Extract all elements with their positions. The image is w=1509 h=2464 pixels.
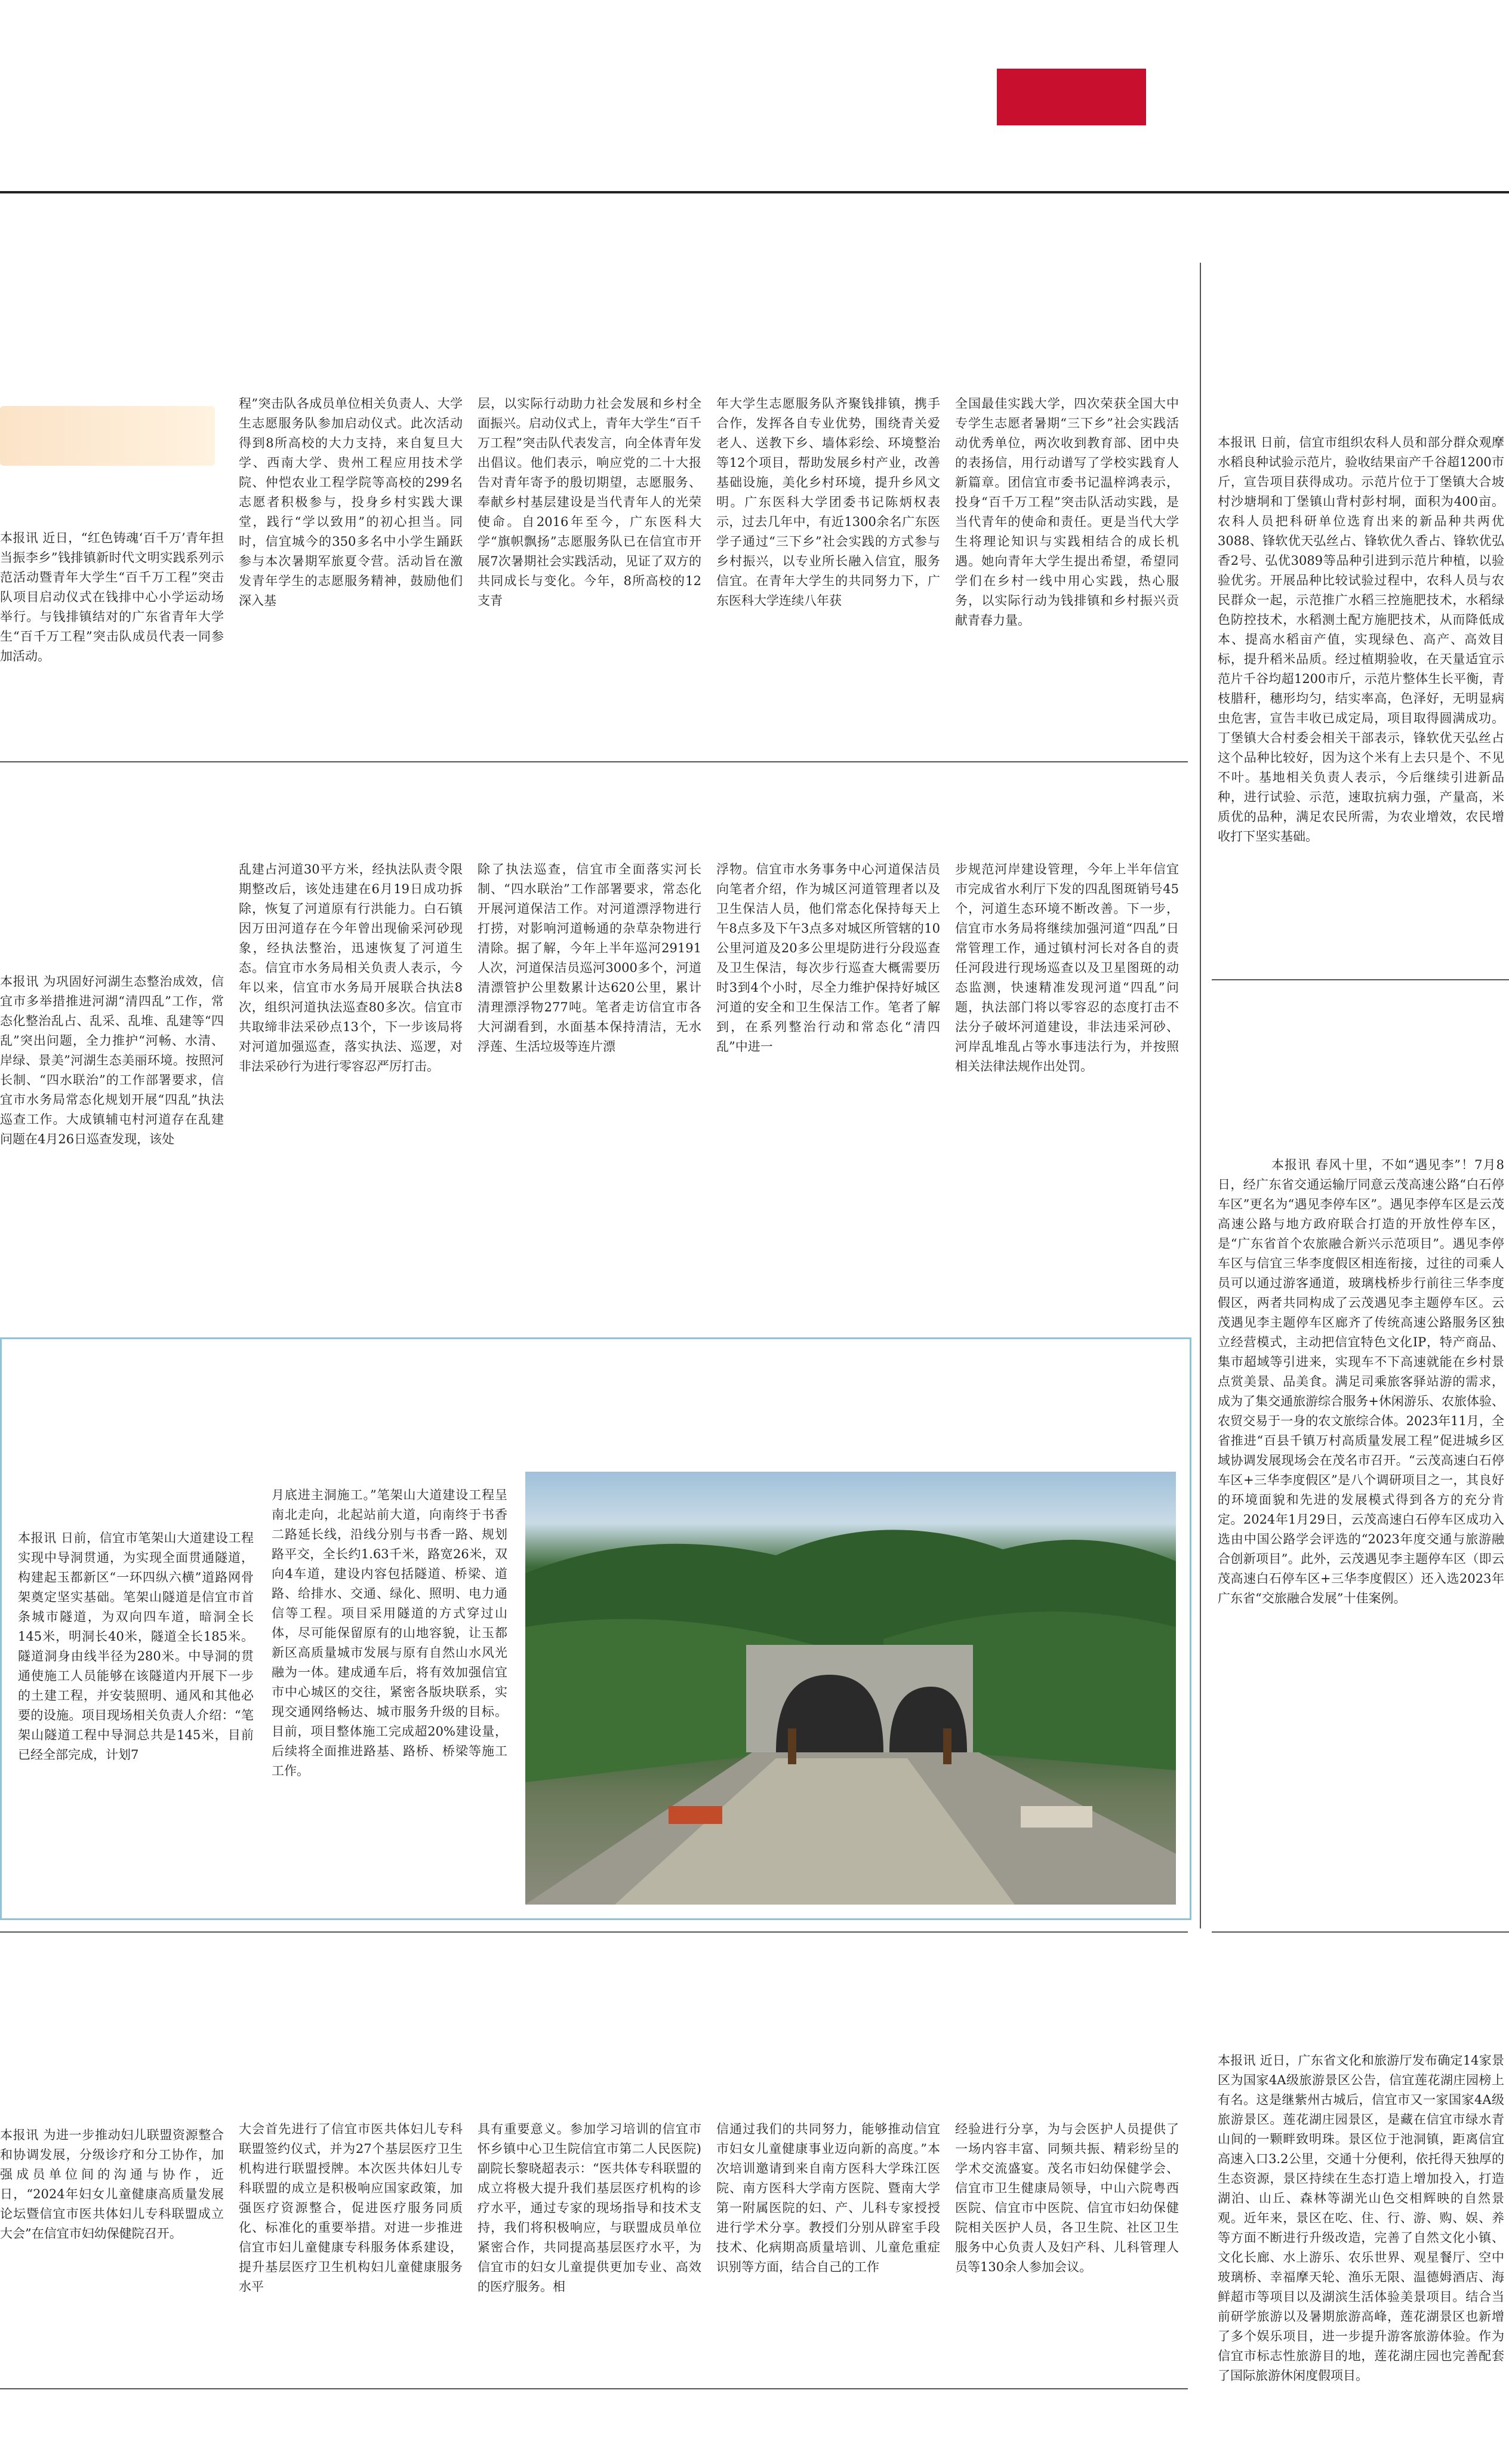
article1-text-col: 全国最佳实践大学，四次荣获全国大中专学生志愿者暑期“三下乡”社会实践活动优秀单位，两次收到教育部、团中央的表扬信，用行动谱写了学校实践育人新篇章。团信宜市委书记温梓鸿表示，投身“百千万工程”突击队活动实践，是当代青年的使命和责任。更是当代大学生将理论知识与实践相结合的成长机遇。她向青年大学生提出希望，希望同学们在乡村一线中用心实践，热心服务，以实际行动为钱排镇和乡村振兴贡献青春力量。 bbox=[955, 396, 1179, 627]
sidebar-rule bbox=[1212, 1931, 1509, 1933]
article4-text-col: 具有重要意义。参加学习培训的信宜市怀乡镇中心卫生院信宜市第二人民医院)副院长黎晓超表示：“医共体专科联盟的成立将极大提升我们基层医疗机构的诊疗水平，通过专家的现场指导和技术支持，我们将积极响应，与联盟成员单位紧密合作，共同提高基层医疗水平，为信宜市的妇女儿童提供更加专业、高效的医疗服务。相 bbox=[478, 2122, 701, 2294]
article2-text-col: 步规范河岸建设管理，今年上半年信宜市完成省水利厅下发的四乱图斑销号45个，河道生态环境不断改善。下一步，信宜市水务局将继续加强河道“四乱”日常管理工作，通过镇村河长对各自的责任河段进行现场巡查以及卫星图斑的动态监测，快速精准发现河道“四乱”问题，执法部门将以零容忍的态度打击不法分子破坏河道建设，非法违采河砂、河岸乱堆乱占等水事违法行为，并按照相关法律法规作出处罚。 bbox=[955, 862, 1179, 1073]
article4-text-col: 本报讯 为进一步推动妇儿联盟资源整合和协调发展，分级诊疗和分工协作，加强成员单位间的沟通与协作，近日，“2024年妇女儿童健康高质量发展论坛暨信宜市医共体妇儿专科联盟成立大会”在信宜市妇幼保健院召开。 bbox=[0, 2128, 224, 2241]
article1-text-col: 程”突击队各成员单位相关负责人、大学生志愿服务队参加启动仪式。此次活动得到8所高校的大力支持，来自复旦大学、西南大学、贵州工程应用技术学院、仲恺农业工程学院等高校的299名志愿者积极参与，投身乡村实践大课堂，践行“学以致用”的初心担当。同时，信宜城今的350多名中小学生踊跃参与本次暑期军旅夏令营。活动旨在激发青年学生的志愿服务精神，鼓励他们深入基 bbox=[239, 396, 463, 608]
article2-text-col: 乱建占河道30平方米，经执法队责令限期整改后，该处违建在6月19日成功拆除，恢复了河道原有行洪能力。白石镇因万田河道存在今年曾出现偷采河砂现象，经执法整治，迅速恢复了河道生态。信宜市水务局相关负责人表示，今年以来，信宜市水务局开展联合执法8次，组织河道执法巡查80多次。信宜市共取缔非法采砂点13个，下一步该局将对河道加强巡查，落实执法、巡逻，对非法采砂行为进行零容忍严厉打击。 bbox=[239, 862, 463, 1073]
sidebar-divider bbox=[1200, 263, 1201, 1928]
article1-text-col: 本报讯 近日，“红色铸魂‘百千万’青年担当振李乡”钱排镇新时代文明实践系列示范活动暨青年大学生“百千万工程”突击队项目启动仪式在钱排中心小学运动场举行。与钱排镇结对的广东省青年大学生“百千万工程”突击队成员代表一同参加活动。 bbox=[0, 531, 224, 663]
section-rule bbox=[0, 1931, 1188, 1933]
masthead-rule bbox=[0, 191, 1509, 193]
article2-text-col: 浮物。信宜市水务事务中心河道保洁员向笔者介绍，作为城区河道管理者以及卫生保洁人员，他们常态化保持每天上午8点多及下午3点多对城区所管辖的10公里河道及20多公里堤防进行分段巡查及卫生保洁，每次步行巡查大概需要历时3到4个小时，尽全力维护保持好城区河道的安全和卫生保洁工作。笔者了解到，在系列整治行动和常态化“清四乱”中进一 bbox=[716, 862, 940, 1054]
article2-text-col: 除了执法巡查，信宜市全面落实河长制、“四水联治”工作部署要求，常态化开展河道保洁工作。对河道漂浮物进行打捞，对影响河道畅通的杂草杂物进行清除。据了解，今年上半年巡河29191人次，河道保洁员巡河3000多个，河道清漂管护公里数累计达620公里，累计清理漂浮物277吨。笔者走访信宜市各大河湖看到，水面基本保持清洁，无水浮莲、生活垃圾等连片漂 bbox=[478, 862, 701, 1054]
section-rule bbox=[0, 761, 1188, 762]
sidebar2-text: 本报讯 春风十里，不如“遇见李”！7月8日，经广东省交通运输厅同意云茂高速公路“白石停车区”更名为“遇见李停车区”。遇见李停车区是云茂高速公路与地方政府联合打造的开放性停车区，是“广东省首个农旅融合新兴示范项目”。遇见李停车区与信宜三华李度假区相连衔接，过往的司乘人员可以通过游客通道，玻璃栈桥步行前往三华李度假区，两者共同构成了云茂遇见李主题停车区。云茂遇见李主题停车区廊齐了传统高速公路服务区独立经营模式，主动把信宜特色文化IP，特产商品、集市超域等引进来，实现车不下高速就能在乡村景点赏美景、品美食。满足司乘旅客驿站游的需求，成为了集交通旅游综合服务+休闲游乐、农旅体验、农贸交易于一身的农文旅综合体。2023年11月，全省推进“百县千镇万村高质量发展工程”促进城乡区域协调发展现场会在茂名市召开。“云茂高速白石停车区+三华李度假区”是八个调研项目之一，其良好的环境面貌和先进的发展模式得到各方的充分肯定。2024年1月29日，云茂高速白石停车区成功入选由中国公路学会评选的“2023年度交通与旅游融合创新项目”。此外，云茂遇见李主题停车区（即云茂高速白石停车区+三华李度假区）还入选2023年广东省“交旅融合发展”十佳案例。 bbox=[1218, 1158, 1504, 1605]
article4-text-col: 信通过我们的共同努力，能够推动信宜市妇女儿童健康事业迈向新的高度。”本次培训邀请到来自南方医科大学珠江医院、南方医科大学南方医院、暨南大学第一附属医院的妇、产、儿科专家授授进行学术分享。教授们分别从辟室手段技术、化病期高质量培训、儿童危重症识别等方面，结合自己的工作 bbox=[716, 2122, 940, 2274]
article1-text-col: 层，以实际行动助力社会发展和乡村全面振兴。启动仪式上，青年大学生“百千万工程”突击队代表发言，向全体青年发出倡议。他们表示，响应党的二十大报告对青年寄予的殷切期望，志愿服务、奉献乡村基层建设是当代青年人的光荣使命。自2016年至今，广东医科大学“旗帜飘扬”志愿服务队已在信宜市开展7次暑期社会实践活动，见证了双方的共同成长与变化。今年，8所高校的12支青 bbox=[478, 396, 701, 608]
sidebar1-text: 本报讯 日前，信宜市组织农科人员和部分群众观摩水稻良种试验示范片，验收结果亩产千谷超1200市斤，宣告项目获得成功。示范片位于丁堡镇大合坡村沙塘垌和丁堡镇山背村彭村垌，面积为400亩。农科人员把科研单位选育出来的新品种共两优3088、锋软优天弘丝占、锋软优久香占、锋软优弘香2号、弘优3089等品种引进到示范片种植，以验验优劣。开展品种比较试验过程中，农科人员与农民群众一起，示范推广水稻三控施肥技术，水稻绿色防控技术，水稻测土配方施肥技术，从而降低成本、提高水稻亩产值，实现绿色、高产、高效目标，提升稻米品质。经过植期验收，在天量适宜示范片千谷均超1200市斤，示范片整体生长平衡，青枝腊秆，穗形均匀，结实率高，色泽好，无明显病虫危害，宣告丰收已成定局，项目取得圆满成功。丁堡镇大合村委会相关干部表示，锋软优天弘丝占这个品种比较好，因为这个米有上去只是个、不见不叶。基地相关负责人表示，今后继续引进新品种，进行试验、示范，速取抗病力强，产量高，米质优的品种，满足农民所需，为农业增效，农民增收打下坚实基础。 bbox=[1218, 435, 1504, 844]
article2-text-col: 本报讯 为巩固好河湖生态整治成效，信宜市多举措推进河湖“清四乱”工作，常态化整治乱占、乱采、乱堆、乱建等“四乱”突出问题，全力推护“河畅、水清、岸绿、景美”河湖生态美丽环境。按照河长制、“四水联治”的工作部署要求，信宜市水务局常态化规划开展“四乱”执法巡查工作。大成镇辅屯村河道存在乱建问题在4月26日巡查发现，该处 bbox=[0, 974, 224, 1146]
paper-logo bbox=[997, 69, 1146, 125]
article1-text-col: 年大学生志愿服务队齐聚钱排镇，携手合作，发挥各自专业优势，围绕青关爱老人、送教下乡、墙体彩绘、环境整治等12个项目，帮助发展乡村产业，改善基础设施，美化乡村环境，提升乡风文明。广东医科大学团委书记陈炳权表示，过去几年中，有近1300余名广东医学子通过“三下乡”社会实践的方式参与乡村振兴，以专业所长融入信宜，服务信宜。在青年大学生的共同努力下，广东医科大学连续八年获 bbox=[716, 396, 940, 608]
sidebar3-text: 本报讯 近日，广东省文化和旅游厅发布确定14家景区为国家4A级旅游景区公告，信宜莲花湖庄园榜上有名。这是继紫州古城后，信宜市又一家国家4A级旅游景区。莲花湖庄园景区，是藏在信宜市绿水青山间的一颗畔致明珠。景区位于池洞镇，距离信宜高速入口3.2公里，交通十分便利，依托得天独厚的生态资源，景区持续在生态打造上增加投入，打造湖泊、山丘、森林等湖光山色交相辉映的自然景观。近年来，景区在吃、住、行、游、购、娱、养等方面不断进行升级改造，完善了自然文化小镇、文化长廊、水上游乐、农乐世界、观星餐厅、空中玻璃桥、幸福摩天轮、渔乐无限、温德姆酒店、海鲜超市等项目以及湖滨生活体验美景项目。结合当前研学旅游以及暑期旅游高峰，莲花湖景区也新增了多个娱乐项目，进一步提升游客旅游体验。作为信宜市标志性旅游目的地，莲花湖庄园也完善配套了国际旅游休闲度假项目。 bbox=[1218, 2053, 1504, 2383]
article3-text-col: 本报讯 日前，信宜市笔架山大道建设工程实现中导洞贯通，为实现全面贯通隧道，构建起玉都新区“一环四纵六横”道路网骨架奠定坚实基础。笔架山隧道是信宜市首条城市隧道，为双向四车道，暗洞全长145米，明洞长40米，隧道全长185米。隧道洞身由线半径为280米。中导洞的贯通使施工人员能够在该隧道内开展下一步的土建工程，并安装照明、通风和其他必要的设施。项目现场相关负责人介绍：“笔架山隧道工程中导洞总共是145米，目前已经全部完成，计划7 bbox=[18, 1531, 254, 1762]
article4-text-col: 大会首先进行了信宜市医共体妇儿专科联盟签约仪式，并为27个基层医疗卫生机构进行联盟授牌。本次医共体妇儿专科联盟的成立是积极响应国家政策，加强医疗资源整合，促进医疗服务同质化、标准化的重要举措。对进一步推进信宜市妇儿童健康专科服务体系建设，提升基层医疗卫生机构妇儿童健康服务水平 bbox=[239, 2122, 463, 2294]
section-rule bbox=[0, 2388, 1188, 2389]
tunnel-photo-illustration bbox=[525, 1472, 1176, 1905]
sidebar-rule bbox=[1212, 979, 1509, 980]
article1-campaign-logo bbox=[0, 406, 215, 466]
article4-text-col: 经验进行分享，为与会医护人员提供了一场内容丰富、同频共振、精彩纷呈的学术交流盛宴。茂名市妇幼保健学会、信宜市卫生健康局领导，中山六院粤西医院、信宜市中医院、信宜市妇幼保健院相关医护人员，各卫生院、社区卫生服务中心负责人及妇产科、儿科管理人员等130余人参加会议。 bbox=[955, 2122, 1179, 2274]
article3-text-col: 月底进主洞施工。”笔架山大道建设工程呈南北走向，北起站前大道，向南终于书香二路延长线，沿线分别与书香一路、规划路平交，全长约1.63千米，路宽26米，双向4车道，建设内容包括隧道、桥梁、道路、给排水、交通、绿化、照明、电力通信等工程。项目采用隧道的方式穿过山体，尽可能保留原有的山地容貌，让玉都新区高质量城市发展与原有自然山水风光融为一体。建成通车后，将有效加强信宜市中心城区的交往，紧密各版块联系，实现交通网络畅达、城市服务升级的目标。目前，项目整体施工完成超20%建设量，后续将全面推进路基、路桥、桥梁等施工工作。 bbox=[272, 1488, 507, 1778]
tunnel-construction-photo bbox=[525, 1472, 1176, 1905]
